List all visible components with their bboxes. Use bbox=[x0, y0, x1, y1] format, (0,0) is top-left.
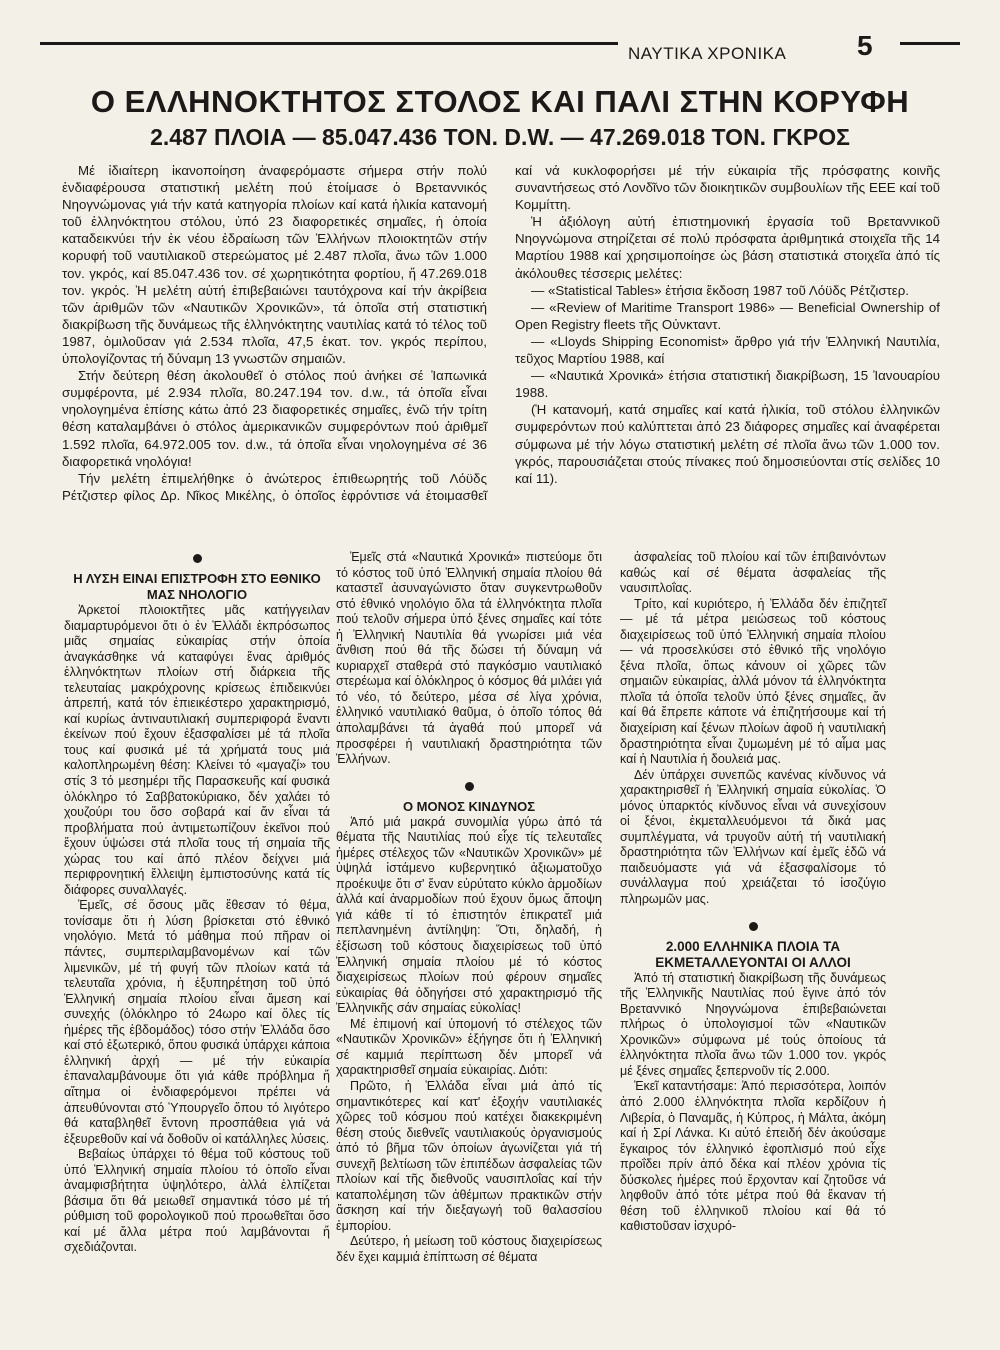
intro-paragraph: — «Statistical Tables» ἐτήσια ἔκδοση 1987 τοῦ Λόϋδς Ρέτζιστερ. bbox=[531, 282, 909, 298]
paragraph: Δέν ὑπάρχει συνεπῶς κανένας κίνδυνος νά χαρακτηρισθεῖ ἡ Ἑλληνική σημαία εὐκολίας. Ὁ μόνος ὑπαρκτός κίνδυνος εἶναι νά συνεχίσουν οἱ ξένοι, ἐκμεταλλευόμενοι τά δικά μας συμπλέγματα, νά τρυγοῦν αὐτή τή ναυτιλιακή δραστηριότητα τῶν Ἑλλήνων καί ἐμεῖς ἐδῶ νά παιδευόμαστε γιά νά ἐξασφαλίσομε τό συνάλλαγμα πού χρειάζεται τό ἰσοζύγιο πληρωμῶν μας. bbox=[620, 767, 886, 907]
intro-text bbox=[62, 162, 940, 504]
paragraph: Βεβαίως ὑπάρχει τό θέμα τοῦ κόστους τοῦ ὑπό Ἑλληνική σημαία πλοίου τό ὁποῖο εἶναι ἀναμφισβήτητα ὑψηλότερο, ἀλλά ἐλπίζεται βάσιμα ὅτι θά μειωθεῖ σημαντικά τόσο μέ τή ρύθμιση τοῦ φορολογικοῦ πού προωθεῖται ὅσο καί μέ ἄλλα μέτρα πού λαμβάνονται ἤ σχεδιάζονται. bbox=[64, 1147, 330, 1255]
paragraph: Ἀπό τή στατιστική διακρίβωση τῆς δυνάμεως τῆς Ἑλληνικῆς Ναυτιλίας πού ἔγινε ἀπό τόν Βρεταννικό Νηογνώμονα ἐπιβεβαιώνεται πλήρως ὁ ὑπολογισμοί τῶν «Ναυτικῶν Χρονικῶν» σύμφωνα μέ τούς ὁποίους τά ἑλληνόκτητα πλοῖα ἄνω τῶν 1.000 τον. γκρός μέ ξένες σημαῖες ξεπερνοῦν τίς 2.000. bbox=[620, 970, 886, 1078]
section-heading: Ο ΜΟΝΟΣ ΚΙΝΔΥΝΟΣ bbox=[402, 798, 536, 814]
paragraph: Τρίτο, καί κυριότερο, ἡ Ἑλλάδα δέν ἐπιζητεῖ — μέ τά μέτρα μειώσεως τοῦ κόστους διαχειρίσεως τοῦ ὑπό Ἑλληνική σημαία πλοίου — νά προσελκύσει στό ἐθνικό τῆς νηολόγιο ξένα πλοῖα, ὅπως κάνουν οἱ χῶρες τῶν σημαιῶν εὐκαιρίας, ἀλλά μόνον τά ἑλληνόκτητα πλοῖα τά ὁποῖα τελοῦν ὑπό ξένες σημαῖες, ἄν καί θά ἔπρεπε κάποτε νά ἐπιζητήσουμε καί τή διαχείριση καί ξένων πλοίων ἀφοῦ ἡ ναυτιλιακή δραστηριότητα εἶναι ζυμωμένη μέ τό αἷμα μας καί ἡ Ναυτιλία ἡ δουλειά μας. bbox=[620, 596, 886, 767]
column-1 bbox=[64, 550, 330, 1256]
intro-paragraph: — «Ναυτικά Χρονικά» ἐτήσια στατιστική διακρίβωση, 15 Ἰανουαρίου 1988. bbox=[515, 368, 940, 401]
intro-paragraph: Μέ ἰδιαίτερη ἱκανοποίηση ἀναφερόμαστε σήμερα στήν πολύ ἐνδιαφέρουσα στατιστική μελέτη πού ἑτοίμασε ὁ Βρεταννικός Νηογνώμονας γιά τήν κατά κατηγορία πλοίων καί κατά ἡλικία κατανομή τοῦ ἑλληνόκτητου στόλου, ὑπό 23 διαφορετικές σημαῖες, ἡ ὁποία καταδεικνύει τήν ἐκ νέου ἐδραίωση τῶν Ἑλλήνων πλοιοκτητῶν στήν κορυφή τοῦ ναυτιλιακοῦ στερεώματος μέ 2.487 πλοῖα, ἄνω τῶν 1.000 τον. γκρός, καί 85.047.436 τον. σέ χωρητικότητα φορτίου, ἤ 47.269.018 τον. γκρός. Ἡ μελέτη αὐτή ἐπιβεβαιώνει ταυτόχρονα καί τήν ἀκρίβεια τῶν ἀριθμῶν τῶν «Ναυτικῶν Χρονικῶν», τά ὁποῖα στή στατιστική διακρίβωση τῆς δυνάμεως τῆς ἑλληνόκτητης ναυτιλίας κατά τό τέλος τοῦ 1987, ὁμιλοῦσαν γιά 2.534 πλοῖα, 47,5 ἑκατ. τον. γκρός περίπου, ὑπολογίζοντας τή δύναμη 13 γνωστῶν σημαιῶν. bbox=[62, 163, 487, 367]
intro-paragraph: — «Lloyds Shipping Economist» ἄρθρο γιά τήν Ἑλληνική Ναυτιλία, τεῦχος Μαρτίου 1988, καί bbox=[515, 333, 940, 367]
bullet-icon bbox=[193, 554, 202, 563]
header-rule-left bbox=[40, 42, 618, 45]
header-rule-right bbox=[900, 42, 960, 45]
intro-paragraph: (Ἡ κατανομή, κατά σημαῖες καί κατά ἡλικία, τοῦ στόλου ἑλληνικῶν συμφερόντων πού καλύπτεται ἀπό 23 διάφορες σημαῖες καί ἀναφέρεται σύμφωνα μέ τήν λόγω στατιστική μελέτη σέ πλοῖα ἄνω τῶν 1.000 τον. γκρός, παρουσιάζεται στούς πίνακες πού δημοσιεύονται στίς σελίδες 10 καί 11). bbox=[515, 402, 940, 486]
intro-paragraph: Στήν δεύτερη θέση ἀκολουθεῖ ὁ στόλος πού ἀνήκει σέ Ἰαπωνικά συμφέροντα, μέ 2.934 πλοῖα, 80.247.194 τον. d.w., τά ὁποῖα εἶναι νηολογημένα ἐπίσης κάτω ἀπό 23 διαφορετικές σημαῖες, ἐνῶ τήν τρίτη θέση καταλαμβάνει ὁ στόλος ἀμερικανικῶν συμφερόντων πού ἀριθμεῖ 1.592 πλοῖα, 64.972.005 τον. d.w., τά ὁποῖα εἶναι νηολογημένα σέ 36 διαφορετικά νηολόγια! bbox=[62, 368, 487, 469]
paragraph: Ἐμεῖς, σέ ὅσους μᾶς ἔθεσαν τό θέμα, τονίσαμε ὅτι ἡ λύση βρίσκεται στό ἐθνικό νηολόγιο. Μετά τό μάθημα πού πῆραν οἱ πάντες, συμπεριλαμβανομένων καί τῶν λιμενικῶν, μέ τή φυγή τῶν πλοίων κατά τά τελευταῖα χρόνια, ἡ ἐξυπηρέτηση τοῦ ὑπό Ἑλληνική σημαία πλοίου εἶναι ἄμεση καί συνεχής (ὁλόκληρο τό 24ωρο καί ὅλες τίς ἡμέρες τῆς ἑβδομάδος) τόσο στήν Ἑλλάδα ὅσο καί στό ἐξωτερικό, ὅπου φυσικά ὑπάρχει κάποια ἑλληνική ἀρχή — μέ τήν εὐκαιρία ἐπαναλαμβάνουμε ὅτι γιά κάθε πρόβλημα ἤ αἴτημα οἱ ἐνδιαφερόμενοι πρέπει νά ἀπευθύνονται στό Ὑπουργεῖο ὅπου τό λιγότερο θά καταβληθεῖ ἔντονη προσπάθεια γιά νά ἐξευρεθοῦν καί νά δοθοῦν οἱ κατάλληλες λύσεις. bbox=[64, 898, 330, 1146]
paragraph: Πρῶτο, ἡ Ἑλλάδα εἶναι μιά ἀπό τίς σημαντικότερες καί κατ' ἐξοχήν ναυτιλιακές χῶρες τοῦ κόσμου πού κατέχει διακεκριμένη θέση στούς διεθνεῖς ναυτιλιακούς ὀργανισμούς ἀπό τό βῆμα τῶν ὁποίων ἀγωνίζεται γιά τή συνεχῆ βελτίωση τῶν ἐπιπέδων ἀσφαλείας τῶν πλοίων καί τῆς διεθνοῦς ναυσιπλοΐας καί τήν καταπολέμηση τῶν ἀθέμιτων πρακτικῶν στήν ἄσκηση καί τήν διεξαγωγή τοῦ θαλασσίου ἐμπορίου. bbox=[336, 1078, 602, 1233]
paragraph: Δεύτερο, ἡ μείωση τοῦ κόστους διαχειρίσεως δέν ἔχει καμμιά ἐπίπτωση σέ θέματα bbox=[336, 1234, 602, 1264]
paragraph: Ἀπό μιά μακρά συνομιλία γύρω ἀπό τά θέματα τῆς Ναυτιλίας πού εἶχε τίς τελευταῖες ἡμέρες στέλεχος τῶν «Ναυτικῶν Χρονικῶν» μέ ὑψηλά ἱστάμενο κυβερνητικό ἀξιωματοῦχο προέκυψε ὅτι σ' ἕναν εὐρύτατο κύκλο ἁρμοδίων ἀλλά καί ἀναρμοδίων πού ἔχουν ὅμως ἄποψη γιά κάθε τί τό ἐπιστητόν ἐπικρατεῖ μιά πεπλανημένη ἀντίληψη: Ὅτι, δηλαδή, ἡ ἐξίσωση τοῦ κόστους διαχειρίσεως τοῦ ὑπό Ἑλληνική σημαία πλοίου μέ τό κόστος διαχειρίσεως πλοίων πού φέρουν σημαῖες εὐκαιρίας θά ὁδηγήσει στό χαρακτηρισμό τῆς Ἑλληνικῆς σάν σημαίας εὐκολίας! bbox=[336, 814, 602, 1016]
publication-name: ΝΑΥΤΙΚΑ ΧΡΟΝΙΚΑ bbox=[628, 44, 787, 63]
paragraph: Ἐμεῖς στά «Ναυτικά Χρονικά» πιστεύομε ὅτι τό κόστος τοῦ ὑπό Ἑλληνική σημαία πλοίου θά καταστεῖ ἀσυναγώνιστο ὅταν συγκεντρωθοῦν στό ἐθνικό νηολόγιο ὅλα τά ἑλληνόκτητα πλοῖα πού τελοῦν σήμερα ὑπό ξένες σημαῖες καί τότε ἡ Ἑλληνική Ναυτιλία θά γνωρίσει μιά νέα ἄνθιση πού θά τῆς δώσει τή δύναμη νά κυριαρχεῖ σταθερά στό παγκόσμιο ναυτιλιακό στερέωμα καί ὁλόκληρος ὁ κόσμος θά μιλάει γιά τό νέο, τό δεύτερο, μέσα σέ λίγα χρόνια, ἑλληνικό ναυτιλιακό θαῦμα, ὁ ὁποῖο τόπος θά ἀπολαμβάνει τά ἀγαθά πού μπορεῖ νά προσφέρει ἡ ναυτιλιακή δραστηριότητα τῶν Ἑλλήνων. bbox=[336, 550, 602, 767]
column-3 bbox=[620, 550, 886, 1235]
bullet-icon bbox=[749, 922, 758, 931]
article-subtitle: 2.487 ΠΛΟΙΑ — 85.047.436 ΤΟΝ. D.W. — 47.269.018 ΤΟΝ. ΓΚΡΟΣ bbox=[150, 124, 850, 150]
bullet-icon bbox=[465, 782, 474, 791]
column-2 bbox=[336, 550, 602, 1266]
article-title: Ο ΕΛΛΗΝΟΚΤΗΤΟΣ ΣΤΟΛΟΣ ΚΑΙ ΠΑΛΙ ΣΤΗΝ ΚΟΡΥΦΗ bbox=[90, 84, 910, 119]
section-heading: 2.000 ΕΛΛΗΝΙΚΑ ΠΛΟΙΑ ΤΑ ΕΚΜΕΤΑΛΛΕΥΟΝΤΑΙ ΟΙ ΑΛΛΟΙ bbox=[655, 938, 851, 970]
page-header bbox=[40, 30, 960, 76]
paragraph: Ἐκεῖ καταντήσαμε: Ἀπό περισσότερα, λοιπόν ἀπό 2.000 ἑλληνόκτητα πλοῖα κερδίζουν ἡ Λιβερία, ὁ Παναμᾶς, ἡ Κύπρος, ἡ Μάλτα, ἀκόμη καί ἡ Σρί Λάνκα. Κι αὐτό ἐπειδή δέν ἀκούσαμε ἔγκαιρος τόν ἑλληνικό ἐφοπλισμό πού εἶχε προΐδει πρίν ἀπό δέκα καί πλέον χρόνια τίς δύσκολες ἡμέρες πού ἔρχονταν καί ζητοῦσε νά ληφθοῦν ἀπό τότε μέτρα πού θά ἔκαναν τή θέση τοῦ ἑλληνικοῦ πλοίου καί θά τό καθιστοῦσαν ἰσχυρό- bbox=[620, 1079, 886, 1234]
page-number: 5 bbox=[857, 30, 873, 61]
paragraph: ἀσφαλείας τοῦ πλοίου καί τῶν ἐπιβαινόντων καθώς καί σέ θέματα ἀσφαλείας τῆς ναυσιπλοΐας. bbox=[620, 550, 886, 596]
intro-paragraph: Τήν μελέτη ἐπιμελήθηκε ὁ ἀνώτερος ἐπιθεωρητής τοῦ Λόϋδς Ρέτζιστερ φίλος Δρ. Νῖκος Μικέλης, ὁ ὁποῖος ἐφρόντισε νά ἑτοιμασθεῖ καί νά κυκλοφορήσει μέ τήν εὐκαιρία τῆς πρόσφατης κοινῆς συναντήσεως στό Λονδῖνο τῶν διοικητικῶν συμβουλίων τῆς ΕΕΕ καί τοῦ Κομμίττη. bbox=[62, 163, 940, 503]
paragraph: Μέ ἐπιμονή καί ὑπομονή τό στέλεχος τῶν «Ναυτικῶν Χρονικῶν» ἐξήγησε ὅτι ἡ Ἑλληνική σέ καμμιά περίπτωση δέν μπορεῖ νά χαρακτηρισθεῖ σημαία εὐκαιρίας. Διότι: bbox=[336, 1016, 602, 1078]
section-heading: Η ΛΥΣΗ ΕΙΝΑΙ ΕΠΙΣΤΡΟΦΗ ΣΤΟ ΕΘΝΙΚΟ ΜΑΣ ΝΗΟΛΟΓΙΟ bbox=[73, 571, 321, 602]
paragraph: Ἀρκετοί πλοιοκτῆτες μᾶς κατήγγειλαν διαμαρτυρόμενοι ὅτι ὁ ἐν Ἑλλάδι ἐκπρόσωπος μιᾶς σημαίας εὐκαιρίας στήν ὁποία ἀναγκάσθηκε νά καταφύγει ἕνας ἀριθμός ἑλληνόκτητων πλοίων στή διάρκεια τῆς τελευταίας μακρόχρονης κρίσεως ἐπιδεικνύει ἀπρεπή, κατά τόν ἐπιεικέστερο χαρακτηρισμό, καί κυρίως ἀντιναυτιλιακή συμπεριφορά ἔναντι ἐκείνων πού ἔχουν ἐξασφαλίσει μέ τά πλοῖα τους καί φυσικά μέ τά χρήματά τους μιά καλοπληρωμένη θέση: Κλείνει τό «μαγαζί» του στίς 3 τό μεσημέρι τῆς Παρασκευῆς καί φυσικά ὁλόκληρο τό Σαββατοκύριακο, δέν χαλάει τό χουζούρι του ὅσο σοβαρά καί ἄν εἶναι τά προβλήματα πού ἀντιμετωπίζουν ἐκεῖνοι πού ἔχουν ὑψώσει στά πλοῖα τους τή σημαία τῆς χώρας του καί ἀπό πλέον δείχνει μιά περιφρονητική ἔλλειψη ἐμπιστοσύνης κατά τίς διάφορες συναλλαγές. bbox=[64, 603, 330, 897]
intro-paragraph: Ἡ ἀξιόλογη αὐτή ἐπιστημονική ἐργασία τοῦ Βρεταννικοῦ Νηογνώμονα στηρίζεται σέ πολύ πρόσφατα ἀριθμητικά στοιχεῖα τῆς 14 Μαρτίου 1988 καί χρησιμοποίησε ὡς βάση στατιστικά στοιχεῖα ἀπό τίς ἀκόλουθες τέσσερις μελέτες: bbox=[515, 214, 940, 281]
intro-paragraph: — «Review of Maritime Transport 1986» — Beneficial Ownership of Open Registry fleets τῆς Οὐνκταντ. bbox=[515, 299, 940, 332]
